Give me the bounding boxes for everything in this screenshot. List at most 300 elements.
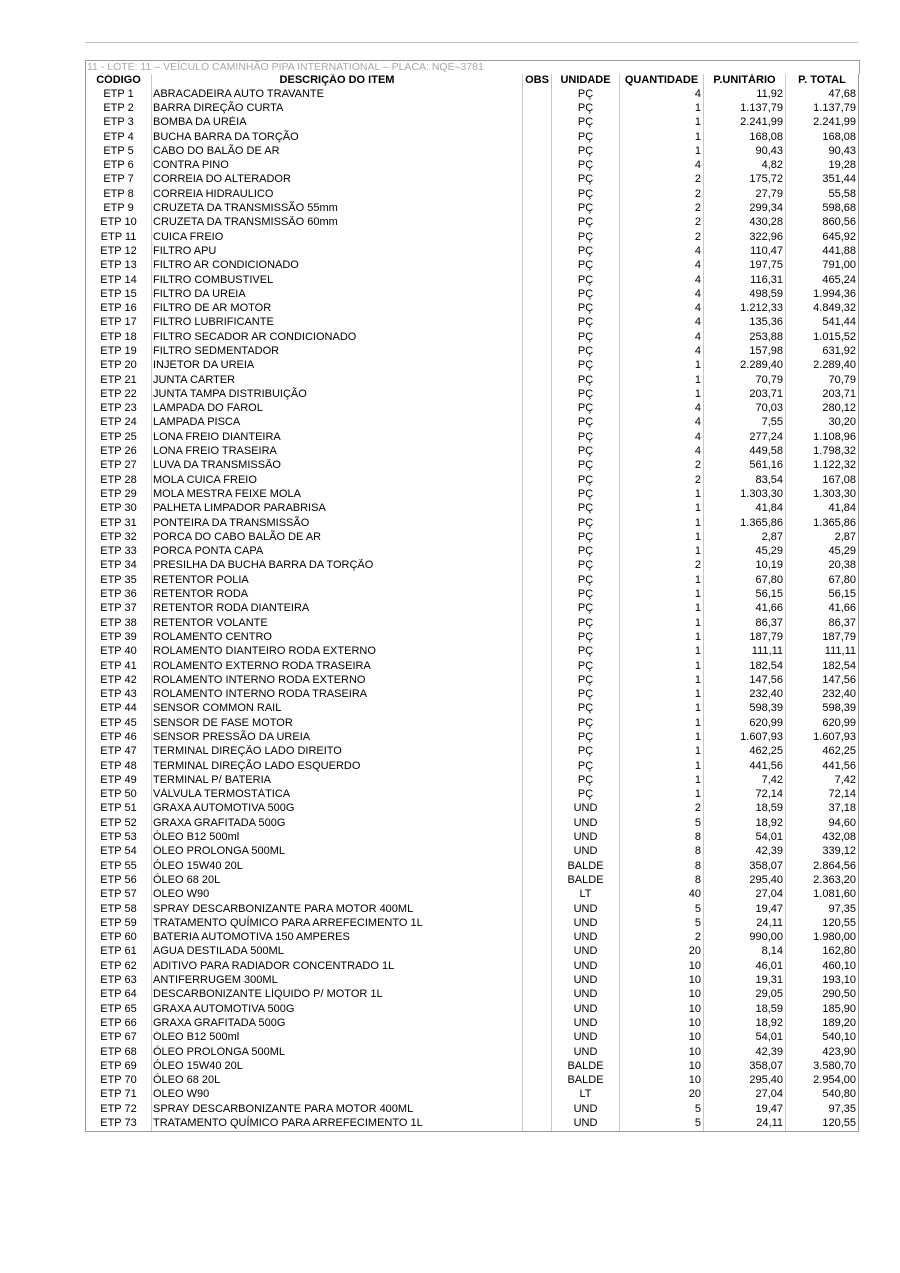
cell-descricao: ROLAMENTO INTERNO RODA EXTERNO [152, 673, 523, 687]
cell-descricao: FILTRO AR CONDICIONADO [152, 259, 523, 273]
table-row [86, 630, 859, 644]
cell-obs [523, 1016, 552, 1030]
cell-quantidade: 1 [620, 773, 704, 787]
table-row [86, 359, 859, 373]
cell-quantidade: 40 [620, 888, 704, 902]
cell-unidade: PÇ [552, 444, 620, 458]
cell-codigo: ETP 41 [86, 659, 152, 673]
table-row [86, 573, 859, 587]
cell-unidade: PÇ [552, 530, 620, 544]
cell-p-total: 1.994,36 [786, 287, 859, 301]
header-obs: OBS [523, 74, 552, 87]
cell-obs [523, 459, 552, 473]
cell-descricao: RETENTOR RODA DIANTEIRA [152, 602, 523, 616]
cell-codigo: ETP 64 [86, 988, 152, 1002]
cell-p-unitario: 187,79 [704, 630, 786, 644]
cell-p-total: 72,14 [786, 788, 859, 802]
cell-unidade: PÇ [552, 216, 620, 230]
table-row [86, 1116, 859, 1131]
cell-codigo: ETP 16 [86, 301, 152, 315]
cell-quantidade: 1 [620, 730, 704, 744]
cell-obs [523, 130, 552, 144]
cell-obs [523, 430, 552, 444]
cell-p-unitario: 620,99 [704, 716, 786, 730]
cell-obs [523, 945, 552, 959]
cell-p-unitario: 1.607,93 [704, 730, 786, 744]
cell-obs [523, 216, 552, 230]
cell-unidade: PÇ [552, 101, 620, 115]
cell-p-unitario: 299,34 [704, 201, 786, 215]
cell-obs [523, 702, 552, 716]
cell-descricao: BUCHA BARRA DA TORÇÃO [152, 130, 523, 144]
cell-quantidade: 20 [620, 1088, 704, 1102]
cell-codigo: ETP 58 [86, 902, 152, 916]
cell-p-unitario: 67,80 [704, 573, 786, 587]
cell-p-unitario: 18,92 [704, 1016, 786, 1030]
cell-quantidade: 10 [620, 1016, 704, 1030]
cell-codigo: ETP 49 [86, 773, 152, 787]
cell-quantidade: 1 [620, 645, 704, 659]
cell-descricao: ÓLEO B12 500ml [152, 830, 523, 844]
cell-codigo: ETP 62 [86, 959, 152, 973]
cell-descricao: TERMINAL P/ BATERIA [152, 773, 523, 787]
table-row [86, 888, 859, 902]
table-row [86, 516, 859, 530]
cell-descricao: SENSOR DE FASE MOTOR [152, 716, 523, 730]
cell-codigo: ETP 65 [86, 1002, 152, 1016]
cell-p-total: 41,66 [786, 602, 859, 616]
cell-p-unitario: 24,11 [704, 1116, 786, 1131]
cell-codigo: ETP 28 [86, 473, 152, 487]
cell-codigo: ETP 55 [86, 859, 152, 873]
cell-quantidade: 4 [620, 444, 704, 458]
cell-quantidade: 10 [620, 1073, 704, 1087]
cell-p-total: 280,12 [786, 402, 859, 416]
cell-codigo: ETP 22 [86, 387, 152, 401]
cell-p-unitario: 358,07 [704, 859, 786, 873]
cell-obs [523, 158, 552, 172]
table-row [86, 344, 859, 358]
cell-p-total: 1.798,32 [786, 444, 859, 458]
cell-p-unitario: 1.137,79 [704, 101, 786, 115]
cell-p-unitario: 430,28 [704, 216, 786, 230]
table-row [86, 845, 859, 859]
cell-codigo: ETP 1 [86, 87, 152, 101]
table-row [86, 988, 859, 1002]
cell-codigo: ETP 12 [86, 244, 152, 258]
cell-p-total: 147,56 [786, 673, 859, 687]
cell-quantidade: 5 [620, 816, 704, 830]
cell-obs [523, 1045, 552, 1059]
cell-p-unitario: 27,04 [704, 888, 786, 902]
cell-p-total: 185,90 [786, 1002, 859, 1016]
cell-obs [523, 516, 552, 530]
table-row [86, 230, 859, 244]
cell-obs [523, 416, 552, 430]
cell-unidade: PÇ [552, 630, 620, 644]
cell-codigo: ETP 40 [86, 645, 152, 659]
cell-unidade: UND [552, 902, 620, 916]
cell-quantidade: 1 [620, 387, 704, 401]
cell-unidade: BALDE [552, 859, 620, 873]
cell-obs [523, 873, 552, 887]
cell-p-unitario: 18,59 [704, 1002, 786, 1016]
table-row [86, 1031, 859, 1045]
header-p-total: P. TOTAL [786, 74, 859, 87]
cell-codigo: ETP 2 [86, 101, 152, 115]
cell-obs [523, 730, 552, 744]
cell-codigo: ETP 34 [86, 559, 152, 573]
cell-descricao: FILTRO APU [152, 244, 523, 258]
cell-p-total: 1.015,52 [786, 330, 859, 344]
cell-descricao: ROLAMENTO INTERNO RODA TRASEIRA [152, 687, 523, 701]
cell-descricao: TERMINAL DIREÇÃO LADO ESQUERDO [152, 759, 523, 773]
cell-p-total: 47,68 [786, 87, 859, 101]
table-row [86, 158, 859, 172]
cell-descricao: CRUZETA DA TRANSMISSÃO 60mm [152, 216, 523, 230]
cell-quantidade: 1 [620, 616, 704, 630]
cell-quantidade: 1 [620, 502, 704, 516]
cell-descricao: ÓLEO 15W40 20L [152, 1059, 523, 1073]
table-row [86, 459, 859, 473]
cell-p-total: 598,68 [786, 201, 859, 215]
cell-unidade: PÇ [552, 158, 620, 172]
cell-p-total: 167,08 [786, 473, 859, 487]
cell-p-total: 1.365,86 [786, 516, 859, 530]
cell-p-unitario: 277,24 [704, 430, 786, 444]
cell-obs [523, 888, 552, 902]
cell-codigo: ETP 35 [86, 573, 152, 587]
cell-unidade: PÇ [552, 573, 620, 587]
cell-obs [523, 659, 552, 673]
cell-p-total: 120,55 [786, 1116, 859, 1131]
cell-p-unitario: 598,39 [704, 702, 786, 716]
cell-p-total: 19,28 [786, 158, 859, 172]
cell-p-total: 2.241,99 [786, 116, 859, 130]
cell-p-total: 67,80 [786, 573, 859, 587]
table-row [86, 859, 859, 873]
header-unidade: UNIDADE [552, 74, 620, 87]
cell-descricao: MOLA CUICA FREIO [152, 473, 523, 487]
cell-codigo: ETP 11 [86, 230, 152, 244]
cell-quantidade: 1 [620, 144, 704, 158]
cell-codigo: ETP 52 [86, 816, 152, 830]
cell-unidade: PÇ [552, 187, 620, 201]
cell-unidade: PÇ [552, 487, 620, 501]
cell-unidade: PÇ [552, 416, 620, 430]
cell-quantidade: 10 [620, 1002, 704, 1016]
table-row [86, 687, 859, 701]
cell-p-total: 645,92 [786, 230, 859, 244]
cell-unidade: UND [552, 931, 620, 945]
cell-unidade: PÇ [552, 687, 620, 701]
cell-descricao: ADITIVO PARA RADIADOR CONCENTRADO 1L [152, 959, 523, 973]
cell-descricao: PORCA DO CABO BALÃO DE AR [152, 530, 523, 544]
cell-codigo: ETP 42 [86, 673, 152, 687]
cell-unidade: LT [552, 888, 620, 902]
cell-p-unitario: 498,59 [704, 287, 786, 301]
cell-quantidade: 1 [620, 702, 704, 716]
cell-obs [523, 788, 552, 802]
cell-descricao: AGUA DESTILADA 500ML [152, 945, 523, 959]
table-row [86, 530, 859, 544]
cell-unidade: PÇ [552, 716, 620, 730]
cell-unidade: PÇ [552, 459, 620, 473]
cell-codigo: ETP 68 [86, 1045, 152, 1059]
cell-descricao: TRATAMENTO QUÍMICO PARA ARREFECIMENTO 1L [152, 916, 523, 930]
cell-unidade: PÇ [552, 616, 620, 630]
cell-descricao: FILTRO LUBRIFICANTE [152, 316, 523, 330]
cell-obs [523, 359, 552, 373]
cell-p-unitario: 42,39 [704, 845, 786, 859]
cell-quantidade: 20 [620, 945, 704, 959]
table-row [86, 301, 859, 315]
cell-codigo: ETP 25 [86, 430, 152, 444]
cell-p-unitario: 449,58 [704, 444, 786, 458]
cell-obs [523, 845, 552, 859]
table-row [86, 1073, 859, 1087]
cell-unidade: UND [552, 973, 620, 987]
cell-codigo: ETP 15 [86, 287, 152, 301]
cell-quantidade: 1 [620, 573, 704, 587]
cell-quantidade: 2 [620, 559, 704, 573]
table-row [86, 916, 859, 930]
cell-obs [523, 759, 552, 773]
table-row [86, 116, 859, 130]
cell-codigo: ETP 20 [86, 359, 152, 373]
cell-p-unitario: 27,79 [704, 187, 786, 201]
cell-unidade: UND [552, 1031, 620, 1045]
cell-descricao: OLEO W90 [152, 1088, 523, 1102]
cell-p-unitario: 27,04 [704, 1088, 786, 1102]
cell-descricao: FILTRO SECADOR AR CONDICIONADO [152, 330, 523, 344]
cell-obs [523, 816, 552, 830]
cell-codigo: ETP 29 [86, 487, 152, 501]
cell-p-total: 30,20 [786, 416, 859, 430]
cell-p-total: 2.954,00 [786, 1073, 859, 1087]
cell-obs [523, 902, 552, 916]
cell-p-total: 90,43 [786, 144, 859, 158]
cell-obs [523, 1002, 552, 1016]
cell-p-unitario: 2.241,99 [704, 116, 786, 130]
cell-obs [523, 959, 552, 973]
cell-p-total: 1.108,96 [786, 430, 859, 444]
cell-descricao: BARRA DIREÇÃO CURTA [152, 101, 523, 115]
cell-p-unitario: 116,31 [704, 273, 786, 287]
cell-obs [523, 444, 552, 458]
cell-unidade: PÇ [552, 316, 620, 330]
cell-obs [523, 173, 552, 187]
cell-descricao: SENSOR PRESSÃO DA UREIA [152, 730, 523, 744]
cell-codigo: ETP 60 [86, 931, 152, 945]
cell-descricao: DESCARBONIZANTE LÍQUIDO P/ MOTOR 1L [152, 988, 523, 1002]
cell-quantidade: 2 [620, 802, 704, 816]
cell-quantidade: 2 [620, 473, 704, 487]
cell-p-unitario: 72,14 [704, 788, 786, 802]
table-row [86, 587, 859, 601]
table-row [86, 645, 859, 659]
cell-p-total: 203,71 [786, 387, 859, 401]
cell-p-unitario: 70,79 [704, 373, 786, 387]
cell-codigo: ETP 32 [86, 530, 152, 544]
cell-obs [523, 530, 552, 544]
cell-descricao: FILTRO COMBUSTIVEL [152, 273, 523, 287]
cell-obs [523, 616, 552, 630]
table-row [86, 545, 859, 559]
cell-quantidade: 10 [620, 1059, 704, 1073]
cell-p-total: 1.122,32 [786, 459, 859, 473]
cell-codigo: ETP 19 [86, 344, 152, 358]
cell-unidade: PÇ [552, 230, 620, 244]
cell-obs [523, 802, 552, 816]
cell-unidade: PÇ [552, 344, 620, 358]
cell-obs [523, 387, 552, 401]
table-row [86, 187, 859, 201]
table-row [86, 502, 859, 516]
cell-codigo: ETP 50 [86, 788, 152, 802]
cell-p-unitario: 18,92 [704, 816, 786, 830]
cell-obs [523, 1088, 552, 1102]
cell-descricao: SPRAY DESCARBONIZANTE PARA MOTOR 400ML [152, 1102, 523, 1116]
cell-descricao: CABO DO BALÃO DE AR [152, 144, 523, 158]
cell-codigo: ETP 18 [86, 330, 152, 344]
cell-p-unitario: 41,66 [704, 602, 786, 616]
cell-obs [523, 716, 552, 730]
cell-quantidade: 8 [620, 859, 704, 873]
cell-obs [523, 187, 552, 201]
cell-obs [523, 144, 552, 158]
table-row [86, 430, 859, 444]
cell-codigo: ETP 7 [86, 173, 152, 187]
table-row [86, 616, 859, 630]
cell-p-unitario: 295,40 [704, 873, 786, 887]
cell-p-unitario: 70,03 [704, 402, 786, 416]
cell-p-total: 620,99 [786, 716, 859, 730]
table-row [86, 1045, 859, 1059]
cell-unidade: PÇ [552, 301, 620, 315]
cell-codigo: ETP 67 [86, 1031, 152, 1045]
table-row [86, 773, 859, 787]
cell-p-unitario: 2.289,40 [704, 359, 786, 373]
cell-p-total: 94,60 [786, 816, 859, 830]
cell-quantidade: 1 [620, 516, 704, 530]
cell-p-total: 598,39 [786, 702, 859, 716]
cell-descricao: GRAXA AUTOMOTIVA 500G [152, 1002, 523, 1016]
table-row [86, 816, 859, 830]
table-row [86, 144, 859, 158]
cell-descricao: ÓLEO 68 20L [152, 1073, 523, 1087]
cell-unidade: PÇ [552, 430, 620, 444]
cell-quantidade: 4 [620, 402, 704, 416]
table-row [86, 1088, 859, 1102]
cell-p-total: 70,79 [786, 373, 859, 387]
cell-quantidade: 5 [620, 1102, 704, 1116]
table-row [86, 201, 859, 215]
cell-unidade: PÇ [552, 545, 620, 559]
table-row [86, 945, 859, 959]
cell-codigo: ETP 26 [86, 444, 152, 458]
cell-quantidade: 2 [620, 230, 704, 244]
cell-p-unitario: 8,14 [704, 945, 786, 959]
cell-descricao: LAMPADA PISCA [152, 416, 523, 430]
cell-quantidade: 5 [620, 916, 704, 930]
table-row [86, 1002, 859, 1016]
cell-unidade: PÇ [552, 473, 620, 487]
cell-p-total: 1.081,60 [786, 888, 859, 902]
cell-obs [523, 545, 552, 559]
cell-quantidade: 1 [620, 788, 704, 802]
cell-unidade: PÇ [552, 673, 620, 687]
cell-descricao: PRESILHA DA BUCHA BARRA DA TORÇÃO [152, 559, 523, 573]
cell-codigo: ETP 10 [86, 216, 152, 230]
cell-p-unitario: 2,87 [704, 530, 786, 544]
cell-quantidade: 2 [620, 931, 704, 945]
cell-p-total: 1.607,93 [786, 730, 859, 744]
cell-p-total: 351,44 [786, 173, 859, 187]
table-row [86, 559, 859, 573]
cell-codigo: ETP 71 [86, 1088, 152, 1102]
cell-p-total: 540,10 [786, 1031, 859, 1045]
cell-obs [523, 473, 552, 487]
table-row [86, 416, 859, 430]
cell-quantidade: 2 [620, 173, 704, 187]
cell-obs [523, 1031, 552, 1045]
cell-unidade: PÇ [552, 373, 620, 387]
cell-quantidade: 2 [620, 187, 704, 201]
cell-obs [523, 87, 552, 101]
cell-p-unitario: 24,11 [704, 916, 786, 930]
cell-quantidade: 1 [620, 487, 704, 501]
cell-quantidade: 1 [620, 587, 704, 601]
cell-descricao: CORREIA HIDRAULICO [152, 187, 523, 201]
cell-quantidade: 1 [620, 116, 704, 130]
cell-p-unitario: 54,01 [704, 1031, 786, 1045]
cell-obs [523, 687, 552, 701]
cell-p-unitario: 86,37 [704, 616, 786, 630]
cell-quantidade: 4 [620, 273, 704, 287]
cell-obs [523, 259, 552, 273]
cell-unidade: UND [552, 1102, 620, 1116]
cell-obs [523, 116, 552, 130]
cell-p-total: 290,50 [786, 988, 859, 1002]
table-row [86, 216, 859, 230]
cell-p-total: 791,00 [786, 259, 859, 273]
cell-quantidade: 1 [620, 359, 704, 373]
cell-quantidade: 10 [620, 973, 704, 987]
cell-unidade: LT [552, 1088, 620, 1102]
cell-obs [523, 773, 552, 787]
cell-p-total: 460,10 [786, 959, 859, 973]
cell-p-total: 860,56 [786, 216, 859, 230]
cell-quantidade: 4 [620, 87, 704, 101]
cell-obs [523, 645, 552, 659]
cell-descricao: LAMPADA DO FAROL [152, 402, 523, 416]
table-row [86, 931, 859, 945]
items-table [85, 74, 859, 1132]
table-row [86, 287, 859, 301]
cell-p-unitario: 561,16 [704, 459, 786, 473]
cell-obs [523, 273, 552, 287]
table-row [86, 387, 859, 401]
cell-descricao: INJETOR DA UREIA [152, 359, 523, 373]
cell-codigo: ETP 38 [86, 616, 152, 630]
cell-obs [523, 101, 552, 115]
cell-descricao: ABRACADEIRA AUTO TRAVANTE [152, 87, 523, 101]
table-header-row [86, 74, 859, 87]
cell-quantidade: 10 [620, 1045, 704, 1059]
cell-codigo: ETP 33 [86, 545, 152, 559]
cell-obs [523, 402, 552, 416]
